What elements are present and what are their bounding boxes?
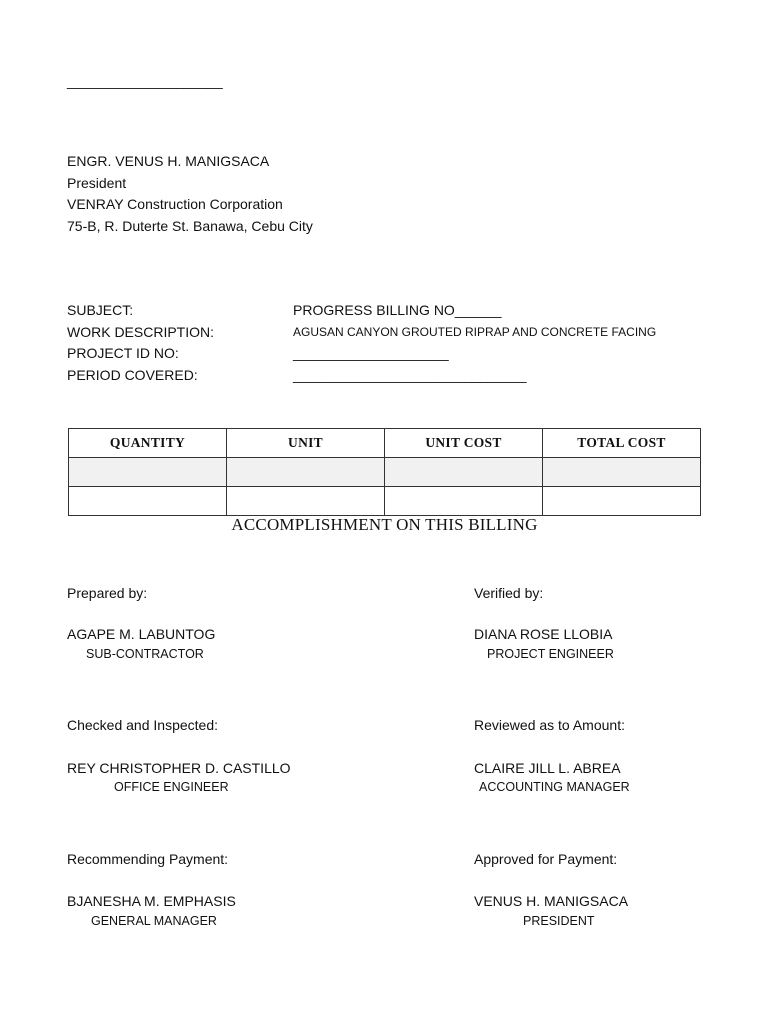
addressee-name: ENGR. VENUS H. MANIGSACA xyxy=(67,153,270,169)
reviewed-title: ACCOUNTING MANAGER xyxy=(479,780,630,794)
table-cell xyxy=(543,458,701,487)
table-cell xyxy=(69,487,227,516)
addressee-company: VENRAY Construction Corporation xyxy=(67,196,283,212)
table-row xyxy=(69,458,701,487)
header-total-cost: TOTAL COST xyxy=(543,429,701,458)
checked-title: OFFICE ENGINEER xyxy=(114,780,229,794)
prepared-name: AGAPE M. LABUNTOG xyxy=(67,626,216,642)
verified-name: DIANA ROSE LLOBIA xyxy=(474,626,613,642)
checked-role: Checked and Inspected: xyxy=(67,717,218,733)
recommending-role: Recommending Payment: xyxy=(67,851,229,867)
field-label: PROJECT ID NO: xyxy=(67,345,179,361)
approved-role: Approved for Payment: xyxy=(474,851,618,867)
field-value: ______________________________ xyxy=(293,366,527,383)
approved-name: VENUS H. MANIGSACA xyxy=(474,893,629,909)
date-line: ____________________ xyxy=(67,73,223,89)
field-value: ____________________ xyxy=(293,345,449,361)
field-label: WORK DESCRIPTION: xyxy=(67,323,215,340)
field-value: PROGRESS BILLING NO______ xyxy=(293,302,502,318)
checked-name: REY CHRISTOPHER D. CASTILLO xyxy=(67,760,291,776)
table-cell xyxy=(227,458,385,487)
recommending-title: GENERAL MANAGER xyxy=(91,914,217,928)
header-quantity: QUANTITY xyxy=(69,429,227,458)
table-row xyxy=(69,487,701,516)
header-unit-cost: UNIT COST xyxy=(385,429,543,458)
verified-title: PROJECT ENGINEER xyxy=(487,647,614,661)
table-header-row xyxy=(69,429,701,458)
field-label: PERIOD COVERED: xyxy=(67,366,198,383)
prepared-role: Prepared by: xyxy=(67,585,148,601)
approved-title: PRESIDENT xyxy=(523,914,595,928)
field-value: AGUSAN CANYON GROUTED RIPRAP AND CONCRETE FACING xyxy=(293,324,657,339)
addressee-position: President xyxy=(67,174,127,191)
header-unit: UNIT xyxy=(227,429,385,458)
table-cell xyxy=(543,487,701,516)
table-caption: ACCOMPLISHMENT ON THIS BILLING xyxy=(231,515,538,534)
field-label: SUBJECT: xyxy=(67,302,134,318)
billing-table xyxy=(68,428,701,516)
prepared-title: SUB-CONTRACTOR xyxy=(86,647,204,661)
recommending-name: BJANESHA M. EMPHASIS xyxy=(67,893,236,909)
addressee-address: 75-B, R. Duterte St. Banawa, Cebu City xyxy=(67,217,313,234)
table-cell xyxy=(227,487,385,516)
verified-role: Verified by: xyxy=(474,585,544,601)
table-cell xyxy=(69,458,227,487)
reviewed-name: CLAIRE JILL L. ABREA xyxy=(474,760,621,776)
table-cell xyxy=(385,458,543,487)
table-cell xyxy=(385,487,543,516)
addressee-block xyxy=(67,151,313,237)
reviewed-role: Reviewed as to Amount: xyxy=(474,717,625,733)
